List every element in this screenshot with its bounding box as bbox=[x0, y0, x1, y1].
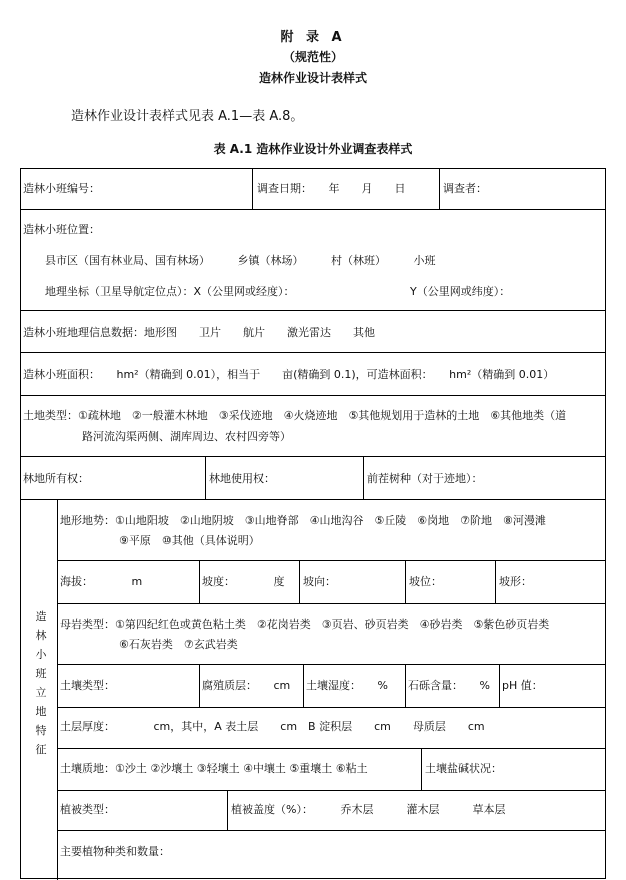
location-label: 造林小班位置： bbox=[23, 223, 100, 236]
soil-type-label: 土壤类型： bbox=[60, 679, 115, 692]
slope-shape-label: 坡形： bbox=[499, 575, 532, 588]
subcompartment-no-label: 造林小班编号： bbox=[23, 182, 100, 195]
survey-table bbox=[20, 168, 606, 879]
main-species-label: 主要植物种类和数量： bbox=[60, 845, 170, 858]
soil-texture-line: 土壤质地：①沙土 ②沙壤土 ③轻壤土 ④中壤土 ⑤重壤土 ⑥粘土 bbox=[60, 762, 368, 775]
prev-species-label: 前茬树种（对于迹地）： bbox=[367, 472, 483, 485]
altitude-label: 海拔： m bbox=[60, 575, 143, 588]
aspect-label: 坡向： bbox=[303, 575, 336, 588]
appendix-title: 造林作业设计表样式 bbox=[258, 71, 367, 85]
site-features-side-label: 造林小班立地特征 bbox=[35, 610, 47, 756]
slope-label: 坡度： 度 bbox=[202, 575, 285, 588]
vegetation-type-label: 植被类型： bbox=[60, 803, 115, 816]
vegetation-cover-line: 植被盖度（%）： 乔木层 灌木层 草本层 bbox=[231, 803, 506, 816]
parent-rock-line-1: 母岩类型：①第四纪红色或黄色粘土类 ②花岗岩类 ③页岩、砂页岩类 ④砂岩类 ⑤紫色砂页岩类 bbox=[60, 618, 550, 631]
parent-rock-line-2: ⑥石灰岩类 ⑦玄武岩类 bbox=[119, 638, 238, 651]
survey-date-label: 调查日期： 年 月 日 bbox=[257, 182, 406, 195]
area-line: 造林小班面积： hm²（精确到 0.01），相当于 亩(精确到 0.1)，可造林面积： hm²（精确到 0.01） bbox=[23, 368, 555, 381]
intro-paragraph: 造林作业设计表样式见表 A.1—表 A.8。 bbox=[71, 109, 304, 124]
appendix-heading: 附 录 A bbox=[280, 30, 346, 45]
slope-position-label: 坡位： bbox=[409, 575, 442, 588]
admin-units-line: 县市区（国有林业局、国有林场） 乡镇（林场） 村（林班） 小班 bbox=[45, 254, 436, 267]
land-type-line-1: 土地类型：①疏林地 ②一般灌木林地 ③采伐迹地 ④火烧迹地 ⑤其他规划用于造林的土地 ⑥其他地类（道 bbox=[23, 409, 567, 422]
ownership-label: 林地所有权： bbox=[23, 472, 89, 485]
gravel-content-label: 石砾含量： % bbox=[408, 679, 490, 692]
terrain-line-2: ⑨平原 ⑩其他（具体说明） bbox=[119, 534, 260, 547]
terrain-line-1: 地形地势：①山地阳坡 ②山地阴坡 ③山地脊部 ④山地沟谷 ⑤丘陵 ⑥岗地 ⑦阶地 ⑧河漫滩 bbox=[60, 514, 546, 527]
soil-thickness-line: 土层厚度： cm，其中，A 表土层 cm B 淀积层 cm 母质层 cm bbox=[60, 720, 485, 733]
salinity-label: 土壤盐碱状况： bbox=[425, 762, 502, 775]
land-type-line-2: 路河流沟渠两侧、湖库周边、农村四旁等） bbox=[82, 430, 291, 443]
table-caption: 表 A.1 造林作业设计外业调查表样式 bbox=[213, 142, 413, 156]
soil-moisture-label: 土壤湿度： % bbox=[306, 679, 388, 692]
geo-info-line: 造林小班地理信息数据：地形图 卫片 航片 激光雷达 其他 bbox=[23, 326, 375, 339]
humus-layer-label: 腐殖质层： cm bbox=[202, 679, 291, 692]
surveyor-label: 调查者： bbox=[443, 182, 487, 195]
ph-label: pH 值： bbox=[502, 679, 543, 692]
normative-label: （规范性） bbox=[282, 50, 343, 64]
use-right-label: 林地使用权： bbox=[209, 472, 275, 485]
coordinates-line: 地理坐标（卫星导航定位点）：X（公里网或经度）： Y（公里网或纬度）： bbox=[45, 285, 511, 298]
